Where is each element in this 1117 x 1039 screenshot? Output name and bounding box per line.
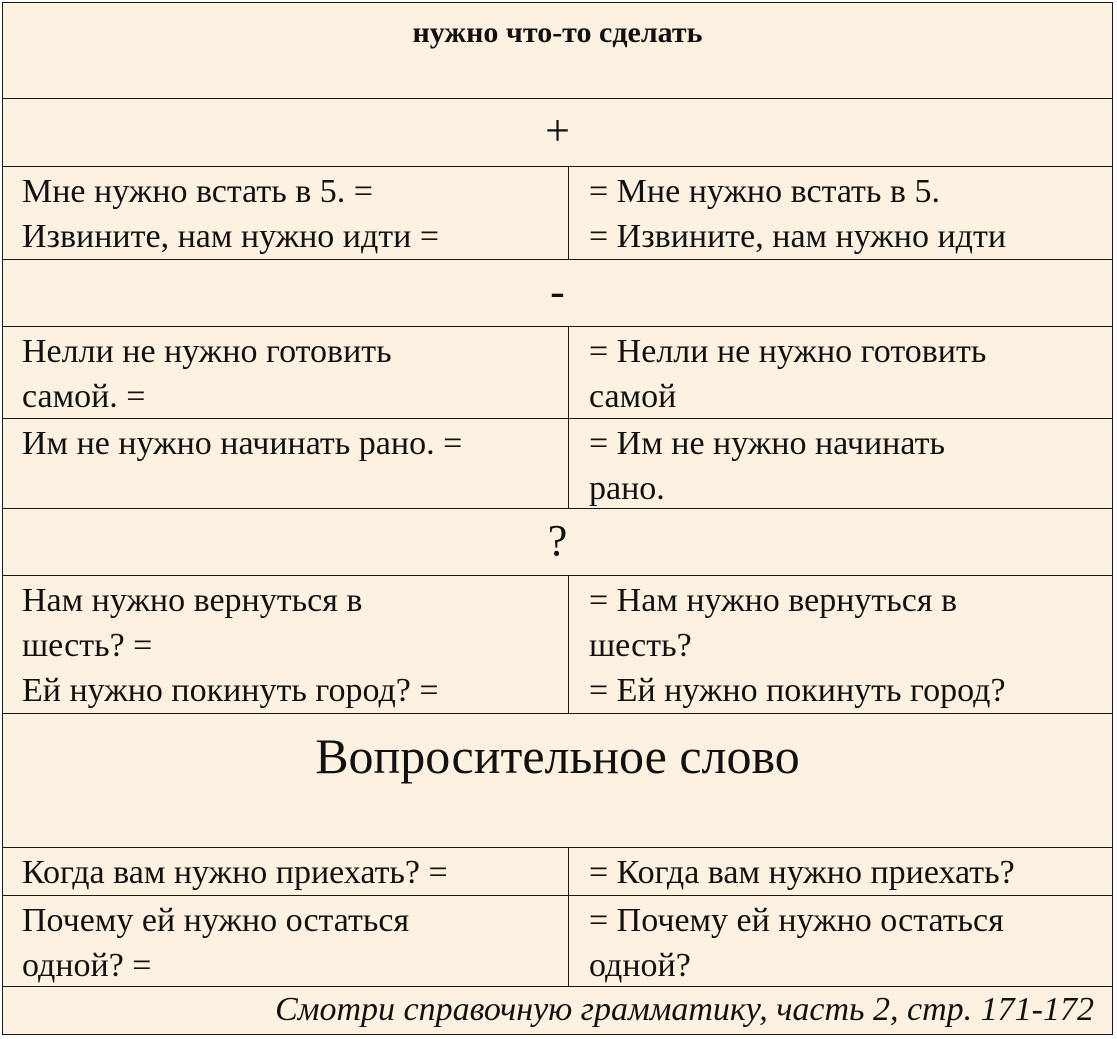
example-line: Почему ей нужно остаться	[22, 902, 410, 939]
example-line: = Когда вам нужно приехать?	[589, 854, 1015, 891]
example-line: самой	[589, 378, 677, 415]
example-line: Ей нужно покинуть город? =	[22, 672, 439, 709]
example-line: Извините, нам нужно идти =	[22, 218, 440, 255]
question-word-heading-row	[3, 714, 1112, 848]
grammar-table	[2, 2, 1113, 1035]
footer-row	[3, 987, 1112, 1034]
table-row	[3, 848, 1112, 896]
table-row	[3, 576, 1112, 714]
question-sign: ?	[547, 516, 568, 565]
table-row	[3, 419, 1112, 509]
right-cell	[569, 848, 1112, 895]
table-row	[3, 896, 1112, 987]
table-title: нужно что-то сделать	[412, 16, 703, 49]
example-line: = Мне нужно встать в 5.	[589, 173, 940, 210]
example-line: = Им не нужно начинать	[589, 425, 945, 462]
right-cell	[569, 327, 1112, 418]
plus-sign: +	[545, 106, 570, 155]
right-cell	[569, 419, 1112, 508]
right-cell	[569, 576, 1112, 713]
question-heading-row	[3, 509, 1112, 576]
table-title-row	[3, 3, 1112, 99]
left-cell	[3, 167, 569, 259]
example-line: шесть?	[589, 627, 692, 664]
example-line: рано.	[589, 470, 665, 507]
negative-heading-row	[3, 260, 1112, 327]
example-line: Нелли не нужно готовить	[22, 333, 392, 370]
example-line: шесть? =	[22, 627, 153, 664]
example-line: Им не нужно начинать рано. =	[22, 425, 463, 462]
reference-note: Смотри справочную грамматику, часть 2, стр. 171-172	[275, 991, 1094, 1028]
left-cell	[3, 419, 569, 508]
example-line: = Извините, нам нужно идти	[589, 218, 1007, 255]
example-line: = Почему ей нужно остаться	[589, 902, 1004, 939]
example-line: = Нелли не нужно готовить	[589, 333, 987, 370]
question-word-heading: Вопросительное слово	[315, 728, 800, 784]
right-cell	[569, 896, 1112, 986]
example-line: = Ей нужно покинуть город?	[589, 672, 1006, 709]
example-line: = Нам нужно вернуться в	[589, 582, 958, 619]
minus-sign: -	[550, 267, 565, 316]
affirmative-heading-row	[3, 99, 1112, 167]
left-cell	[3, 848, 569, 895]
left-cell	[3, 327, 569, 418]
right-cell	[569, 167, 1112, 259]
example-line: одной?	[589, 947, 691, 984]
example-line: самой. =	[22, 378, 146, 415]
left-cell	[3, 896, 569, 986]
left-cell	[3, 576, 569, 713]
example-line: Мне нужно встать в 5. =	[22, 173, 373, 210]
table-row	[3, 167, 1112, 260]
table-row	[3, 327, 1112, 419]
example-line: одной? =	[22, 947, 152, 984]
example-line: Нам нужно вернуться в	[22, 582, 363, 619]
example-line: Когда вам нужно приехать? =	[22, 854, 448, 891]
